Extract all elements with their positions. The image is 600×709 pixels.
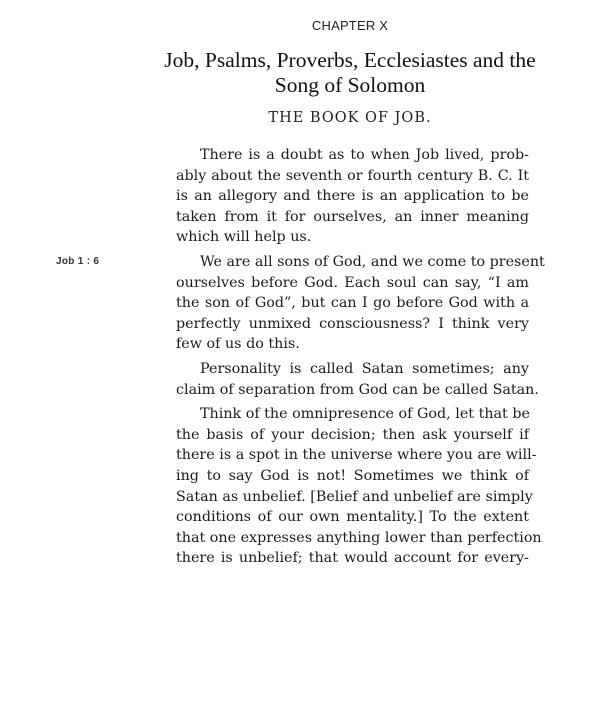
text-line: conditions of our own mentality.] To the extent bbox=[176, 509, 529, 526]
margin-scripture-reference: Job 1 : 6 bbox=[56, 256, 100, 267]
chapter-title-line-1: Job, Psalms, Proverbs, Ecclesiastes and the bbox=[164, 48, 536, 72]
text-line: is an allegory and there is an application to be bbox=[176, 188, 529, 205]
body-text bbox=[152, 145, 545, 573]
text-line: that one expresses anything lower than perfection bbox=[176, 529, 542, 546]
text-line: Satan as unbelief. [Belief and unbelief are simply bbox=[176, 488, 533, 505]
text-line: There is a doubt as to when Job lived, prob- bbox=[200, 147, 529, 163]
paragraph-2 bbox=[152, 252, 545, 355]
text-line: Think of the omnipresence of God, let that be bbox=[200, 406, 530, 423]
chapter-title bbox=[150, 48, 550, 98]
chapter-title-line-2: Song of Solomon bbox=[274, 73, 426, 97]
chapter-label: CHAPTER X bbox=[311, 18, 389, 33]
paragraph-4 bbox=[152, 404, 542, 569]
text-line: Personality is called Satan sometimes; any bbox=[200, 360, 529, 377]
text-line: ing to say God is not! Sometimes we think of bbox=[176, 467, 529, 484]
text-line: few of us do this. bbox=[176, 336, 300, 353]
text-line: claim of separation from God can be called Satan. bbox=[176, 381, 539, 398]
text-line: there is unbelief; that would account for every- bbox=[176, 550, 529, 567]
paragraph-3 bbox=[152, 359, 539, 400]
text-line: there is a spot in the universe where you are will- bbox=[176, 447, 537, 464]
text-line: which will help us. bbox=[176, 229, 312, 246]
text-line: the basis of your decision; then ask yourself if bbox=[176, 426, 529, 443]
text-line: ourselves before God. Each soul can say, “I am bbox=[176, 274, 529, 291]
text-line: We are all sons of God, and we come to present bbox=[200, 253, 545, 270]
text-line: ably about the seventh or fourth century B. C. It bbox=[176, 167, 529, 184]
text-line: taken from it for ourselves, an inner meaning bbox=[176, 208, 529, 225]
paragraph-1 bbox=[152, 145, 529, 248]
text-line: the son of God”, but can I go before God with a bbox=[176, 295, 529, 312]
text-line: perfectly unmixed consciousness? I think very bbox=[176, 315, 529, 332]
section-heading: THE BOOK OF JOB. bbox=[268, 110, 432, 126]
